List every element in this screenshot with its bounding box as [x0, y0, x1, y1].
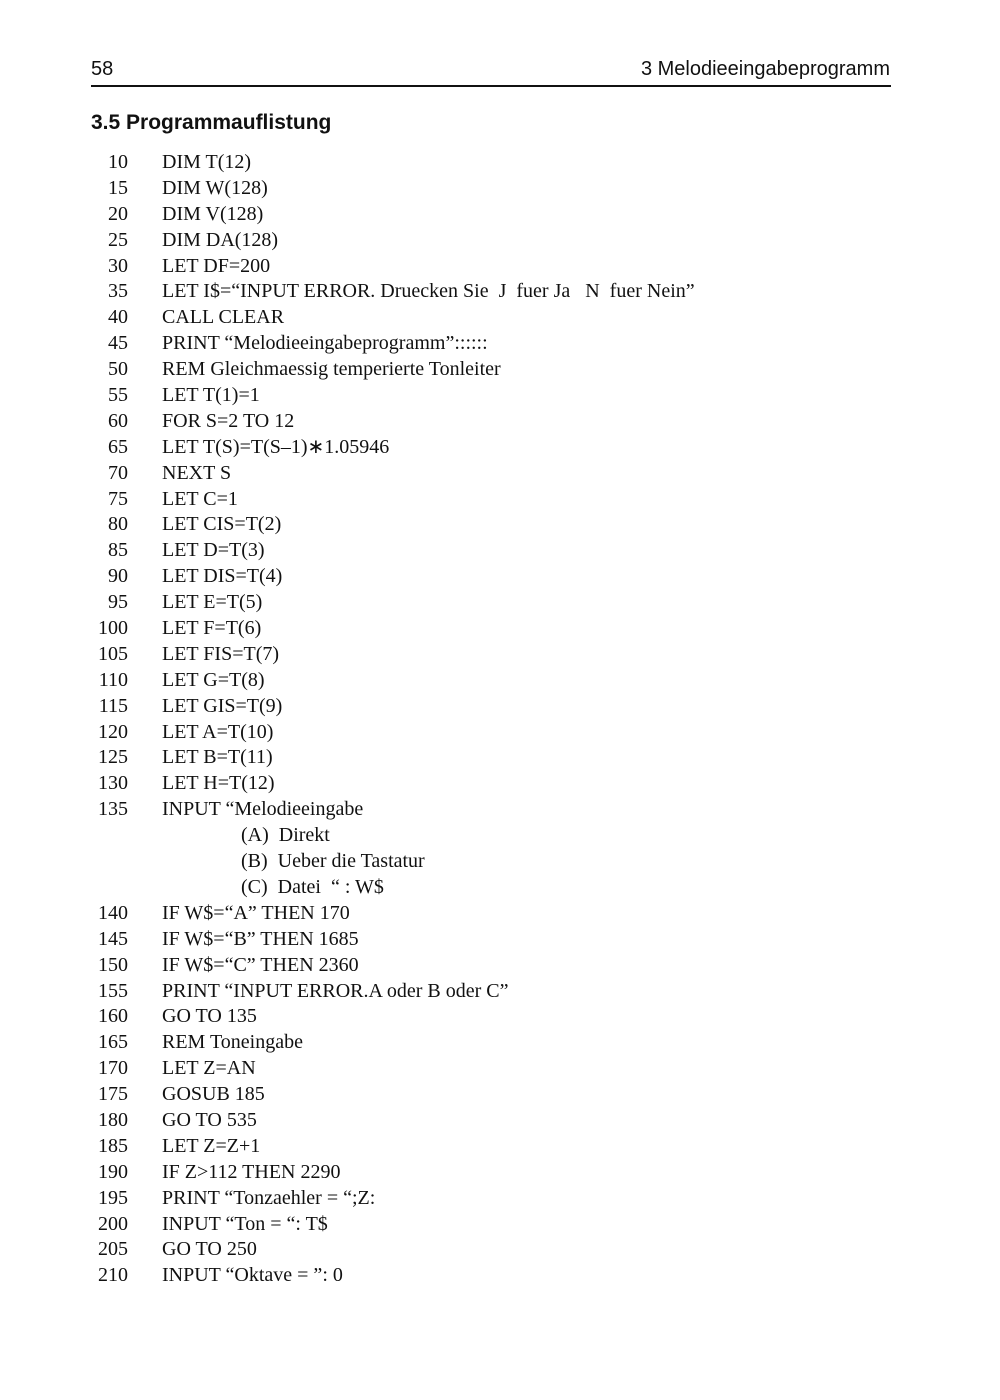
line-number: 135 [98, 798, 128, 821]
line-number: 70 [108, 461, 128, 484]
line-number: 195 [98, 1186, 128, 1209]
line-number: 120 [98, 720, 128, 743]
statement-text: GOSUB 185 [162, 1083, 265, 1106]
line-number: 60 [108, 409, 128, 432]
statement-text: LET T(S)=T(S–1)∗1.05946 [162, 435, 390, 458]
page-number: 58 [91, 58, 114, 80]
line-number: 75 [108, 487, 128, 510]
listing-line [0, 745, 1000, 771]
line-number: 145 [98, 927, 128, 950]
running-head: 3 Melodieeingabeprogramm [640, 58, 890, 80]
listing-line [0, 228, 1000, 254]
line-number: 35 [108, 280, 128, 303]
statement-text: NEXT S [162, 461, 232, 484]
line-number: 90 [108, 565, 128, 588]
listing-line [0, 771, 1000, 797]
line-number: 25 [108, 228, 128, 251]
listing-line [0, 590, 1000, 616]
listing-line [0, 1237, 1000, 1263]
header-rule [91, 85, 891, 87]
listing-line [0, 642, 1000, 668]
listing-line [0, 1004, 1000, 1030]
listing-line [0, 279, 1000, 305]
statement-text: LET E=T(5) [162, 591, 263, 614]
listing-line [0, 1082, 1000, 1108]
listing-line [0, 823, 1000, 849]
line-number: 15 [108, 176, 128, 199]
listing-line [0, 435, 1000, 461]
listing-line [0, 150, 1000, 176]
line-number: 165 [98, 1031, 128, 1054]
listing-line [0, 616, 1000, 642]
listing-line [0, 901, 1000, 927]
listing-line [0, 202, 1000, 228]
statement-text: DIM T(12) [162, 151, 252, 173]
listing-line [0, 176, 1000, 202]
statement-text: LET I$=“INPUT ERROR. Druecken Sie J fuer Ja N fuer Nein” [162, 280, 695, 303]
line-number: 200 [98, 1212, 128, 1235]
continuation-text: (A) Direkt [241, 824, 330, 847]
listing-line [0, 797, 1000, 823]
listing-line [0, 1030, 1000, 1056]
statement-text: REM Toneingabe [162, 1031, 303, 1054]
listing-line [0, 849, 1000, 875]
listing-line [0, 254, 1000, 280]
line-number: 115 [98, 694, 128, 717]
statement-text: FOR S=2 TO 12 [162, 409, 295, 432]
statement-text: LET A=T(10) [162, 720, 274, 743]
line-number: 45 [108, 332, 128, 355]
statement-text: INPUT “Melodieeingabe [162, 798, 364, 821]
listing-line [0, 564, 1000, 590]
line-number: 20 [108, 202, 128, 225]
listing-line [0, 875, 1000, 901]
listing-line [0, 357, 1000, 383]
statement-text: DIM DA(128) [162, 228, 279, 251]
statement-text: INPUT “Ton = “: T$ [162, 1212, 328, 1235]
line-number: 10 [108, 151, 128, 173]
section-heading: 3.5 Programmauflistung [91, 111, 332, 134]
listing-line [0, 487, 1000, 513]
line-number: 40 [108, 306, 128, 329]
statement-text: REM Gleichmaessig temperierte Tonleiter [162, 358, 501, 381]
statement-text: LET FIS=T(7) [162, 642, 280, 665]
statement-text: LET GIS=T(9) [162, 694, 283, 717]
listing-line [0, 927, 1000, 953]
line-number: 130 [98, 772, 128, 795]
line-number: 180 [98, 1108, 128, 1131]
listing-line [0, 694, 1000, 720]
listing-line [0, 305, 1000, 331]
listing-line [0, 1160, 1000, 1186]
listing-line [0, 409, 1000, 435]
statement-text: LET DF=200 [162, 254, 271, 277]
listing-line [0, 538, 1000, 564]
line-number: 95 [108, 591, 128, 614]
continuation-text: (B) Ueber die Tastatur [241, 850, 425, 873]
statement-text: IF W$=“C” THEN 2360 [162, 953, 359, 976]
listing-line [0, 1108, 1000, 1134]
statement-text: IF W$=“B” THEN 1685 [162, 927, 359, 950]
line-number: 100 [98, 617, 128, 640]
statement-text: PRINT “INPUT ERROR.A oder B oder C” [162, 979, 509, 1002]
statement-text: LET F=T(6) [162, 617, 262, 640]
listing-line [0, 1263, 1000, 1289]
statement-text: LET Z=Z+1 [162, 1134, 261, 1157]
statement-text: DIM V(128) [162, 202, 264, 225]
listing-line [0, 512, 1000, 538]
statement-text: GO TO 535 [162, 1108, 257, 1131]
listing-line [0, 979, 1000, 1005]
statement-text: IF Z>112 THEN 2290 [162, 1160, 341, 1183]
line-number: 210 [98, 1264, 128, 1287]
statement-text: LET G=T(8) [162, 668, 265, 691]
listing-line [0, 1056, 1000, 1082]
line-number: 125 [98, 746, 128, 769]
statement-text: LET T(1)=1 [162, 384, 260, 407]
line-number: 190 [98, 1160, 128, 1183]
line-number: 85 [108, 539, 128, 562]
statement-text: LET Z=AN [162, 1057, 256, 1080]
statement-text: PRINT “Tonzaehler = “;Z: [162, 1186, 376, 1209]
line-number: 185 [98, 1134, 128, 1157]
line-number: 155 [98, 979, 128, 1002]
line-number: 30 [108, 254, 128, 277]
statement-text: LET H=T(12) [162, 772, 275, 795]
line-number: 80 [108, 513, 128, 536]
line-number: 55 [108, 384, 128, 407]
line-number: 105 [98, 642, 128, 665]
line-number: 170 [98, 1057, 128, 1080]
listing-line [0, 1212, 1000, 1238]
statement-text: LET C=1 [162, 487, 238, 510]
line-number: 110 [98, 668, 128, 691]
line-number: 140 [98, 901, 128, 924]
line-number: 150 [98, 953, 128, 976]
statement-text: LET B=T(11) [162, 746, 273, 769]
statement-text: PRINT “Melodieeingabeprogramm”:::::: [162, 332, 488, 355]
listing-line [0, 720, 1000, 746]
line-number: 175 [98, 1083, 128, 1106]
listing-line [0, 668, 1000, 694]
line-number: 160 [98, 1005, 128, 1028]
statement-text: CALL CLEAR [162, 306, 285, 329]
listing-line [0, 383, 1000, 409]
listing-line [0, 331, 1000, 357]
statement-text: LET CIS=T(2) [162, 513, 282, 536]
listing-line [0, 953, 1000, 979]
listing-line [0, 1186, 1000, 1212]
statement-text: LET DIS=T(4) [162, 565, 283, 588]
statement-text: GO TO 135 [162, 1005, 257, 1028]
line-number: 65 [108, 435, 128, 458]
line-number: 50 [108, 358, 128, 381]
statement-text: LET D=T(3) [162, 539, 265, 562]
program-listing [0, 150, 1000, 1289]
statement-text: IF W$=“A” THEN 170 [162, 901, 350, 924]
line-number: 205 [98, 1238, 128, 1261]
continuation-text: (C) Datei “ : W$ [241, 875, 384, 898]
listing-line [0, 461, 1000, 487]
statement-text: DIM W(128) [162, 176, 268, 199]
listing-line [0, 1134, 1000, 1160]
statement-text: INPUT “Oktave = ”: 0 [162, 1264, 343, 1287]
statement-text: GO TO 250 [162, 1238, 257, 1261]
